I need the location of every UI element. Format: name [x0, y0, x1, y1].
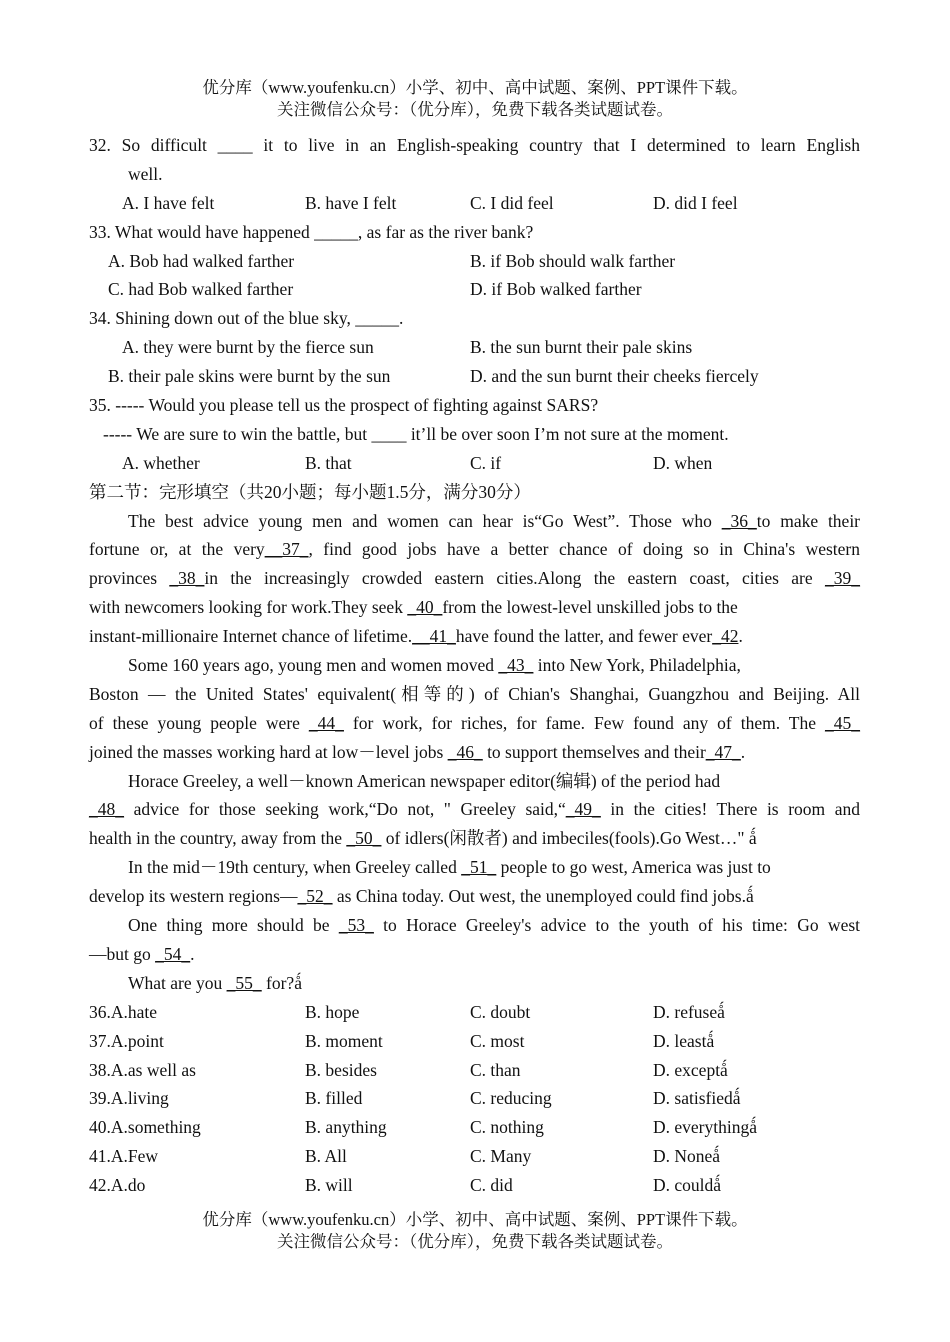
q34-option-d: D. and the sun burnt their cheeks fiercely [470, 366, 759, 387]
blank-47: _47_ [705, 741, 741, 762]
q32-stem-line-2: well. [128, 163, 163, 184]
exam-content [89, 131, 860, 1200]
header-line-1: 优分库（www.youfenku.cn）小学、初中、高中试题、案例、PPT课件下载。 [202, 78, 748, 97]
q33-option-d: D. if Bob walked farther [470, 279, 642, 300]
blank-53: _53_ [338, 915, 374, 936]
q34-options-row-1 [89, 333, 860, 362]
blank-44: _44_ [308, 712, 344, 733]
q34-option-b: B. the sun burnt their pale skins [470, 337, 693, 358]
q35-options [89, 449, 860, 478]
q33-option-a: A. Bob had walked farther [108, 250, 295, 271]
q35-option-b: B. that [305, 452, 352, 473]
section-2-title: 第二节：完形填空（共20小题；每小题1.5分，满分30分） [89, 481, 531, 502]
option-c: C. nothing [470, 1117, 544, 1138]
page-header [0, 77, 950, 121]
option-d: D. refuseǻ [653, 1001, 725, 1022]
cloze-options-row [89, 1056, 860, 1085]
q32-options [89, 189, 860, 218]
blank-49: _49_ [565, 799, 601, 820]
passage-line: The best advice young men and women can hear is“Go West”. Those who _36_to make their [128, 510, 861, 531]
q35-option-c: C. if [470, 452, 502, 473]
option-c: C. doubt [470, 1001, 531, 1022]
q34-option-a: A. they were burnt by the fierce sun [122, 337, 374, 358]
option-a: 42.A.do [89, 1175, 146, 1196]
footer-line-2: 关注微信公众号：（优分库），免费下载各类试题试卷。 [277, 1232, 673, 1251]
blank-55: _55_ [226, 972, 262, 993]
option-b: B. moment [305, 1030, 383, 1051]
passage-line: —but go _54_. [89, 943, 195, 964]
option-d: D. exceptǻ [653, 1059, 728, 1080]
option-c: C. reducing [470, 1088, 552, 1109]
cloze-options-row [89, 1142, 860, 1171]
q35-option-a: A. whether [122, 452, 200, 473]
passage-line: _48_ advice for those seeking work,“Do not, " Greeley said,“_49_ in the cities! There is room and [89, 799, 860, 820]
option-a: 40.A.something [89, 1117, 201, 1138]
passage-line: In the mid－19th century, when Greeley called _51_ people to go west, America was just to [128, 857, 771, 878]
blank-36: _36_ [721, 510, 757, 531]
passage-line: One thing more should be _53_ to Horace Greeley's advice to the youth of his time: Go west [128, 915, 861, 936]
passage-line: joined the masses working hard at low－level jobs _46_ to support themselves and their_47_. [89, 741, 746, 762]
cloze-options-row [89, 1171, 860, 1200]
option-a: 36.A.hate [89, 1001, 158, 1022]
q33-option-b: B. if Bob should walk farther [470, 250, 676, 271]
q32-option-a: A. I have felt [122, 192, 215, 213]
q32-option-c: C. I did feel [470, 192, 554, 213]
blank-48: _48_ [89, 799, 124, 820]
passage-line: with newcomers looking for work.They seek _40_from the lowest-level unskilled jobs to the [89, 597, 738, 618]
option-c: C. did [470, 1175, 513, 1196]
blank-51: _51_ [461, 857, 497, 878]
option-d: D. everythingǻ [653, 1117, 757, 1138]
option-d: D. Noneǻ [653, 1146, 721, 1167]
q32-stem-line-1: 32. So difficult ____ it to live in an English-speaking country that I determined to learn English [89, 135, 860, 155]
option-a: 41.A.Few [89, 1146, 159, 1167]
option-d: D. couldǻ [653, 1175, 722, 1196]
blank-37: __37_ [264, 539, 309, 560]
passage-line: Some 160 years ago, young men and women moved _43_ into New York, Philadelphia, [128, 655, 741, 676]
option-b: B. anything [305, 1117, 387, 1138]
option-c: C. Many [470, 1146, 532, 1167]
blank-38: _38_ [169, 568, 205, 589]
q32-option-d: D. did I feel [653, 192, 738, 213]
option-b: B. will [305, 1175, 353, 1196]
blank-46: _46_ [447, 741, 483, 762]
q33-options-row-1 [89, 247, 860, 276]
q33-options-row-2 [89, 275, 860, 304]
option-d: D. satisfiedǻ [653, 1088, 741, 1109]
passage-line: provinces _38_in the increasingly crowded eastern cities.Along the eastern coast, cities are _39_ [89, 568, 860, 589]
blank-52: _52_ [297, 886, 333, 907]
option-c: C. most [470, 1030, 525, 1051]
q33-option-c: C. had Bob walked farther [108, 279, 294, 300]
cloze-options-row [89, 1113, 860, 1142]
passage-line: of these young people were _44_ for work, for riches, for fame. Few found any of them. The _45_ [89, 712, 860, 733]
passage-line: instant-millionaire Internet chance of lifetime.__41_have found the latter, and fewer ever_42. [89, 626, 743, 647]
q35-option-d: D. when [653, 452, 713, 473]
passage-line: health in the country, away from the _50_ of idlers(闲散者) and imbeciles(fools).Go West…" ǻ [89, 828, 757, 849]
blank-40: _40_ [407, 597, 443, 618]
option-b: B. besides [305, 1059, 377, 1080]
option-b: B. hope [305, 1001, 360, 1022]
blank-50: _50_ [346, 828, 382, 849]
q32-option-b: B. have I felt [305, 192, 397, 213]
passage-line: Boston — the United States' equivalent(相等的) of Chian's Shanghai, Guangzhou and Beijing. All [89, 683, 860, 704]
option-b: B. All [305, 1146, 347, 1167]
passage-line: What are you _55_ for?ǻ [128, 972, 302, 993]
blank-39: _39_ [825, 568, 860, 589]
passage-line: fortune or, at the very__37_, find good jobs have a better chance of doing so in China's western [89, 539, 861, 560]
cloze-options-row [89, 1027, 860, 1056]
q35-stem-line-2: ----- We are sure to win the battle, but ____ it’ll be over soon I’m not sure at the moment. [103, 423, 729, 444]
page-footer [0, 1209, 950, 1253]
q34-option-c: B. their pale skins were burnt by the sun [108, 366, 391, 387]
option-a: 37.A.point [89, 1030, 164, 1051]
option-c: C. than [470, 1059, 521, 1080]
blank-41: __41_ [412, 626, 456, 647]
blank-54: _54_ [155, 943, 191, 964]
option-a: 39.A.living [89, 1088, 169, 1109]
passage-line: develop its western regions—_52_ as China today. Out west, the unemployed could find jobs.ǻ [89, 886, 754, 907]
q35-stem-line-1: 35. ----- Would you please tell us the prospect of fighting against SARS? [89, 395, 599, 416]
option-b: B. filled [305, 1088, 363, 1109]
cloze-options-row [89, 998, 860, 1027]
footer-line-1: 优分库（www.youfenku.cn）小学、初中、高中试题、案例、PPT课件下载。 [202, 1210, 748, 1229]
q34-options-row-2 [89, 362, 860, 391]
blank-43: _43_ [498, 655, 534, 676]
blank-45: _45_ [825, 712, 860, 733]
option-d: D. leastǻ [653, 1030, 715, 1051]
blank-42: _42 [712, 626, 739, 647]
cloze-options-row [89, 1084, 860, 1113]
option-a: 38.A.as well as [89, 1059, 196, 1080]
q34-stem: 34. Shining down out of the blue sky, _____. [89, 308, 404, 329]
q33-stem: 33. What would have happened _____, as far as the river bank? [89, 221, 534, 242]
passage-line: Horace Greeley, a well－known American newspaper editor(编辑) of the period had [128, 770, 721, 791]
header-line-2: 关注微信公众号：（优分库），免费下载各类试题试卷。 [277, 100, 673, 119]
